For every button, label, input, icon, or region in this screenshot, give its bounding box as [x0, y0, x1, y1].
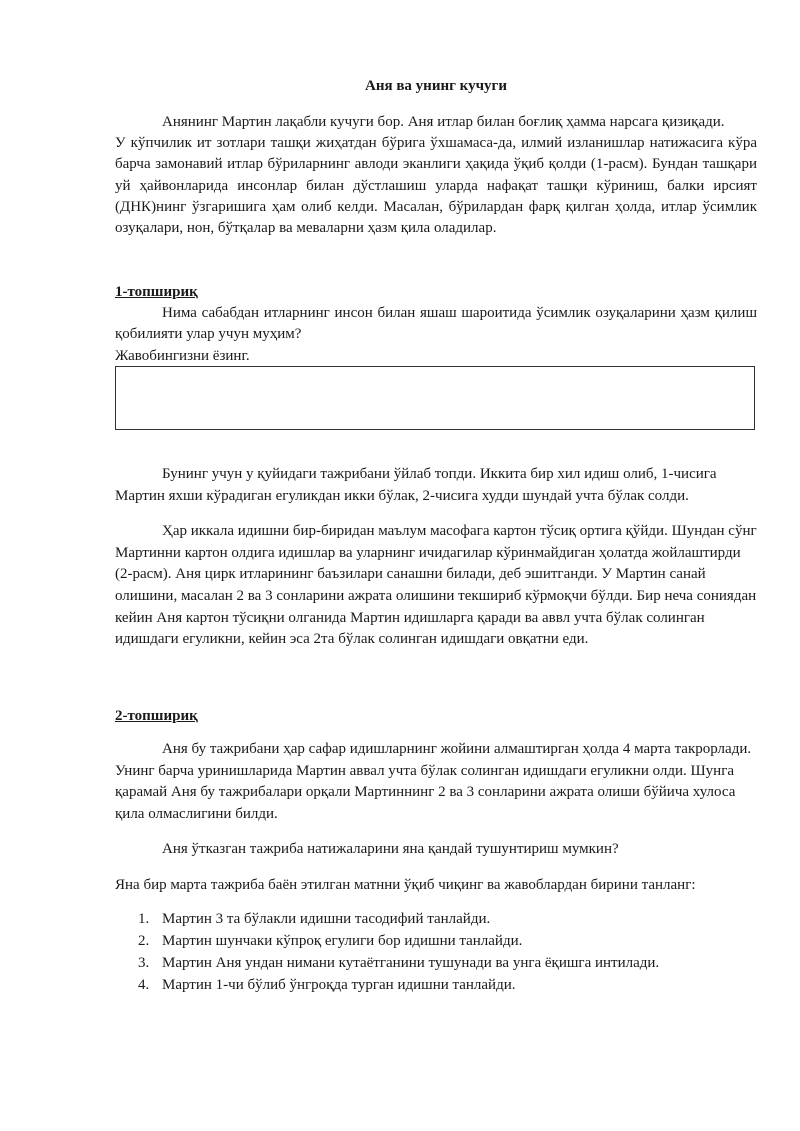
task-2-heading: 2-топшириқ — [115, 708, 198, 724]
experiment-paragraph-1: Бунинг учун у қуйидаги тажрибани ўйлаб топди. Иккита бир хил идиш олиб, 1-чисига Мартин яхши кўрадиган егуликдан икки бўлак, 2-чисига худди шундай учта бўлак солди. — [115, 466, 717, 504]
option-number: 4. — [138, 977, 150, 993]
task-2-instruction: Яна бир марта тажриба баён этилган матнни ўқиб чиқинг ва жавоблардан бирини танланг: — [115, 876, 696, 893]
experiment-paragraph-2: Ҳар иккала идишни бир-биридан маълум масофага картон тўсиқ ортига қўйди. Шундан сўнг Мартинни картон олдига идишлар ва уларнинг ичидагилар кўринмайдиган ҳолатда жойлаштирди (2-расм). Аня цирк итларининг баъзилари санашни билади, деб эшитганди. У Мартин санай олишини, масалан 2 ва 3 сонларини ажрата олишини текшириб кўрмоқчи бўлди. Бир неча сониядан кейин Аня картон тўсиқни олганида Мартин идишларга қаради ва аввл учта бўлак солинган идишдаги егуликни, кейин эса 2та бўлак солинган идишдаги овқатни еди. — [115, 523, 757, 648]
option-number: 2. — [138, 933, 150, 949]
intro-paragraph-2: У кўпчилик ит зотлари ташқи жиҳатдан бўрига ўхшамаса-да, илмий изланишлар натижасига кўра барча замонавий итлар бўриларнинг авлоди эканлиги ҳақида ўқиб қолди (1-расм). Бундан ташқари уй ҳайвонларида инсонлар билан дўстлашиш уларда нафақат ташқи кўриниш, балки ирсият (ДНК)нинг ўзгаришига ҳам олиб келди. Масалан, бўрилардан фарқ қилган ҳолда, итлар ўсимлик озуқалари, нон, бўтқалар ва меваларни ҳазм қила оладилар. — [115, 135, 757, 237]
experiment-section — [115, 464, 757, 665]
list-item[interactable] — [115, 908, 757, 930]
list-item[interactable] — [115, 930, 757, 952]
document-title: Аня ва унинг кучуги — [364, 78, 508, 94]
option-text: Мартин 3 та бўлакли идишни тасодифий танлайди. — [162, 911, 491, 927]
task-1-instruction: Жавобингизни ёзинг. — [115, 347, 250, 364]
option-number: 1. — [138, 911, 150, 927]
option-text: Мартин Аня ундан нимани кутаётганини тушунади ва унга ёқишга интилади. — [162, 955, 660, 971]
list-item[interactable] — [115, 952, 757, 974]
intro-section — [115, 112, 757, 239]
task-2-section — [115, 739, 757, 911]
option-number: 3. — [138, 955, 150, 971]
answer-box[interactable] — [115, 366, 755, 430]
intro-paragraph-1: Анянинг Мартин лақабли кучуги бор. Аня итлар билан боғлиқ ҳамма нарсага қизиқади. — [162, 114, 725, 130]
answer-options-list — [115, 908, 757, 996]
task-2-paragraph-1: Аня бу тажрибани ҳар сафар идишларнинг жойини алмаштирган ҳолда 4 марта такрорлади. Унинг барча уринишларида Мартин аввал учта бўлак солинган идишдаги егуликни олди. Шунга қарамай Аня бу тажрибалари орқали Мартиннинг 2 ва 3 сонларини ажрата олиши бўйича хулоса қила олмаслигини билди. — [115, 741, 752, 822]
task-1-heading: 1-топшириқ — [115, 284, 198, 300]
option-text: Мартин шунчаки кўпроқ егулиги бор идишни танлайди. — [162, 933, 523, 949]
task-2-question: Аня ўтказган тажриба натижаларини яна қандай тушунтириш мумкин? — [162, 841, 619, 858]
option-text: Мартин 1-чи бўлиб ўнгроқда турган идишни танлайди. — [162, 977, 516, 993]
task-1-section — [115, 282, 757, 367]
task-1-question: Нима сабабдан итларнинг инсон билан яшаш шароитида ўсимлик озуқаларини ҳазм қилиш қобилияти улар учун муҳим? — [115, 305, 757, 343]
list-item[interactable] — [115, 974, 757, 996]
